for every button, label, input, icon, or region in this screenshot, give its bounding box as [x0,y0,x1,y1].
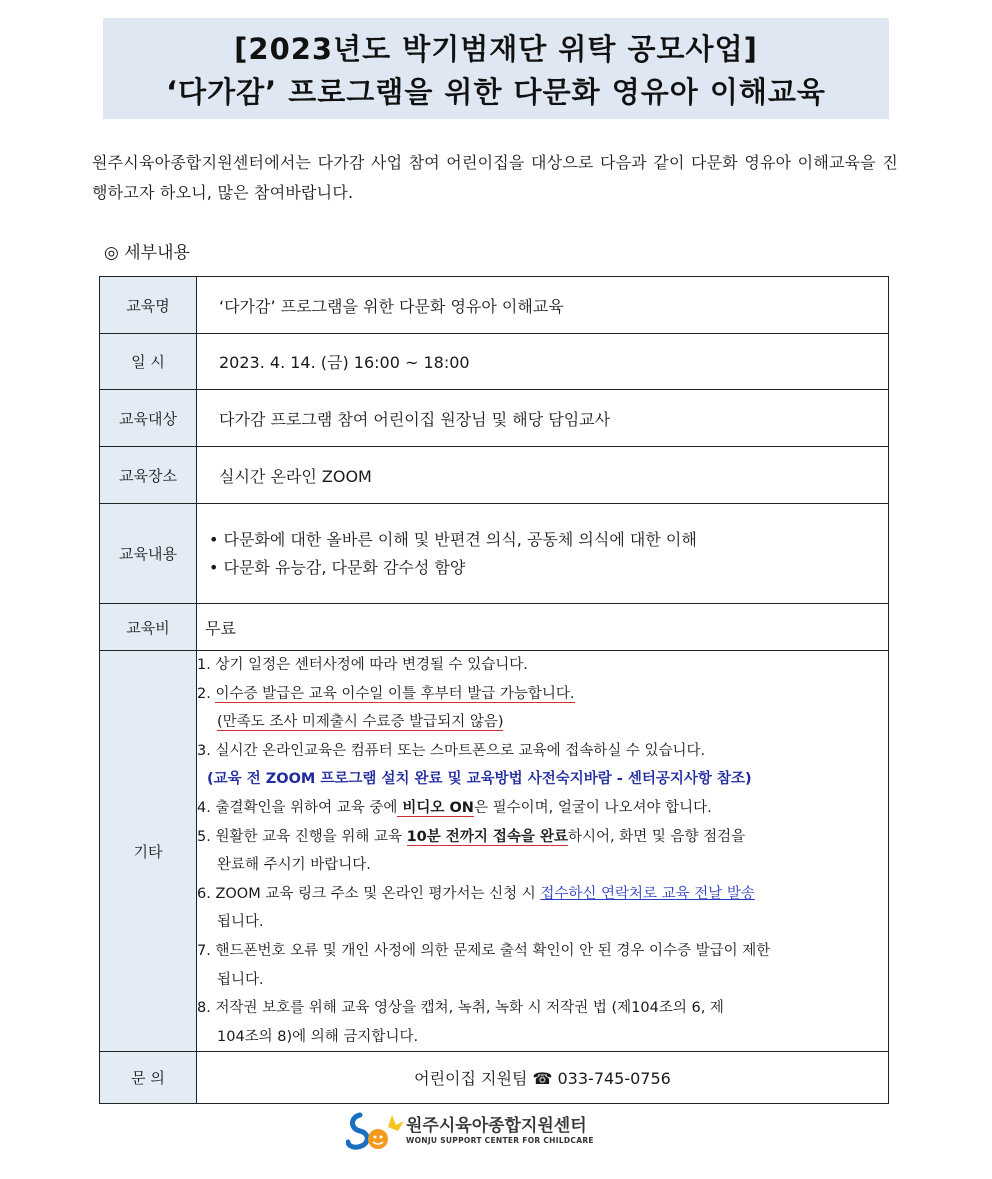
notes-list [197,651,889,1052]
value-name: ‘다가감’ 프로그램을 위한 다문화 영유아 이해교육 [197,277,889,334]
note-4-a: 4. 출결확인을 위하여 교육 중에 [197,799,398,816]
label-place: 교육장소 [100,447,197,504]
value-date: 2023. 4. 14. (금) 16:00 ~ 18:00 [197,334,889,390]
intro-paragraph: 원주시육아종합지원센터에서는 다가감 사업 참여 어린이집을 대상으로 다음과 같이 다문화 영유아 이해교육을 진행하고자 하오니, 많은 참여바랍니다. [92,153,898,202]
note-2-sub-text: (만족도 조사 미제출시 수료증 발급되지 않음) [217,714,504,731]
note-8-cont: 104조의 8)에 의해 금지합니다. [217,1028,419,1045]
row-contact [100,1052,889,1104]
label-contact: 문 의 [100,1052,197,1104]
value-contact: 어린이집 지원팀 ☎ 033-745-0756 [197,1052,889,1104]
note-4-b: 비디오 ON [397,799,474,816]
row-name [100,277,889,334]
details-table [99,276,889,1104]
row-place [100,447,889,504]
label-fee: 교육비 [100,604,197,651]
row-fee [100,604,889,651]
note-4-c: 은 필수이며, 얼굴이 나오셔야 합니다. [473,799,712,816]
label-name: 교육명 [100,277,197,334]
note-6-a: 6. ZOOM 교육 링크 주소 및 온라인 평가서는 신청 시 [197,885,541,902]
note-5-c: 하시어, 화면 및 음향 점검을 [567,828,746,845]
center-logo-sub: WONJU SUPPORT CENTER FOR CHILDCARE [406,1135,594,1145]
note-2-text: 이수증 발급은 교육 이수일 이틀 후부터 발급 가능합니다. [215,685,575,702]
note-8: 8. 저작권 보호를 위해 교육 영상을 캡쳐, 녹취, 녹화 시 저작권 법 (제104조의 6, 제 [197,1000,724,1017]
label-etc: 기타 [100,651,197,1052]
title-banner [103,18,889,119]
title-line-1: [2023년도 박기범재단 위탁 공모사업] [234,32,758,66]
title-line-2: ‘다가감’ 프로그램을 위한 다문화 영유아 이해교육 [166,75,826,109]
note-3-sub: (교육 전 ZOOM 프로그램 설치 완료 및 교육방법 사전숙지바람 - 센터공지사항 참조) [207,771,752,788]
note-7-cont: 됩니다. [217,971,264,988]
note-4 [197,794,888,823]
label-content: 교육내용 [100,504,197,604]
row-etc [100,651,889,1052]
note-6-link: 접수하신 연락처로 교육 전날 발송 [540,885,755,902]
note-6-cont: 됩니다. [217,914,264,931]
value-target: 다가감 프로그램 참여 어린이집 원장님 및 해당 담임교사 [197,390,889,447]
center-logo [346,1106,594,1154]
note-2-num: 2. [197,685,216,702]
note-5-cont: 완료해 주시기 바랍니다. [217,857,371,874]
note-5 [197,823,888,852]
row-content [100,504,889,604]
label-target: 교육대상 [100,390,197,447]
row-target [100,390,889,447]
section-title: ◎ 세부내용 [104,243,190,263]
note-5-b: 10분 전까지 접속을 완료 [406,828,568,845]
note-2-sub [197,708,888,737]
note-1: 1. 상기 일정은 센터사정에 따라 변경될 수 있습니다. [197,657,528,673]
value-place: 실시간 온라인 ZOOM [197,447,889,504]
value-fee: 무료 [197,604,889,651]
note-2 [197,680,888,709]
label-date: 일 시 [100,334,197,390]
note-3: 3. 실시간 온라인교육은 컴퓨터 또는 스마트폰으로 교육에 접속하실 수 있습니다. [197,742,706,759]
note-5-a: 5. 원활한 교육 진행을 위해 교육 [197,828,407,845]
note-6 [197,880,888,909]
center-logo-icon [346,1107,406,1153]
row-date [100,334,889,390]
content-item: • 다문화 유능감, 다문화 감수성 함양 [209,557,466,577]
center-logo-text [406,1116,594,1145]
content-item: • 다문화에 대한 올바른 이해 및 반편견 의식, 공동체 의식에 대한 이해 [209,529,697,549]
note-7: 7. 핸드폰번호 오류 및 개인 사정에 의한 문제로 출석 확인이 안 된 경우 이수증 발급이 제한 [197,942,771,959]
center-logo-name: 원주시육아종합지원센터 [406,1115,587,1136]
value-content [197,504,889,604]
